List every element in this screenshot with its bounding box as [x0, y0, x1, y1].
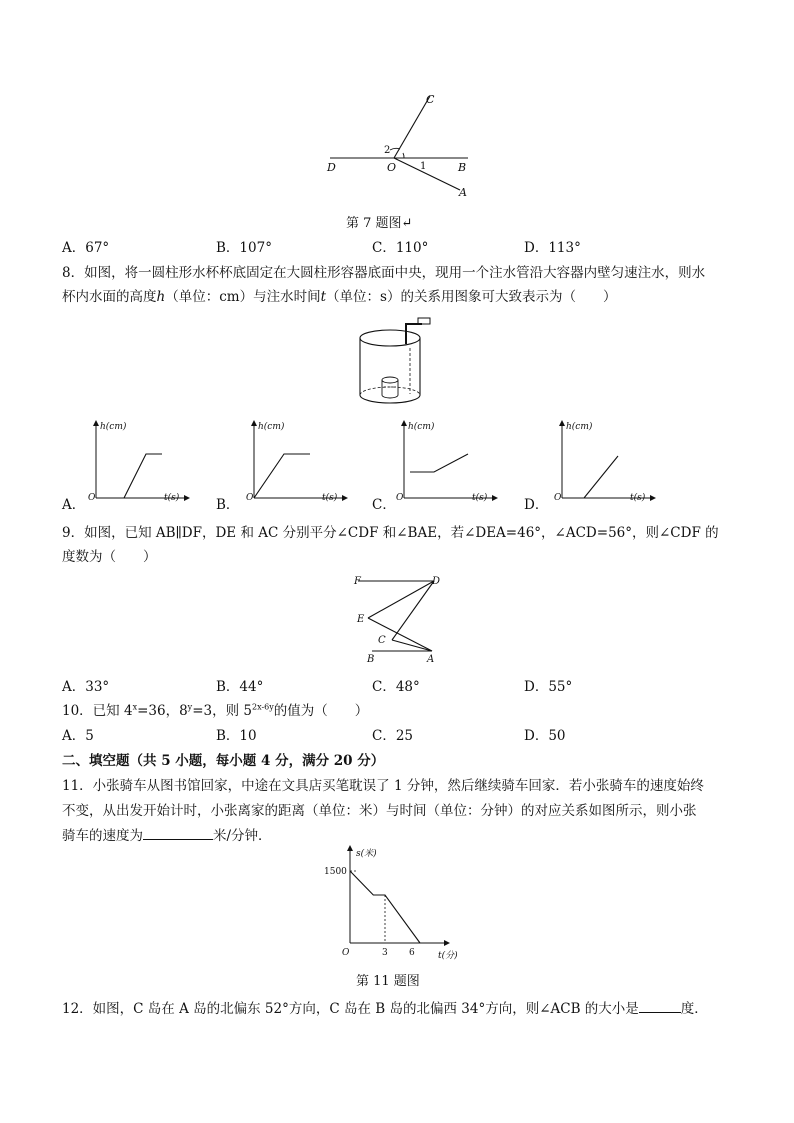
q7-option-d: D．113° — [524, 240, 581, 256]
q9-option-b: B．44° — [216, 679, 264, 695]
q9-label-a: A — [427, 654, 435, 665]
q8-text-2c: （单位：s）的关系用图象可大致表示为（ ） — [326, 289, 617, 305]
q7-angle-2: 2 — [384, 145, 391, 156]
q8-graph-c — [396, 418, 506, 508]
q8-text-2b: （单位：cm）与注水时间 — [165, 289, 321, 305]
q9-label-e: E — [357, 614, 365, 625]
q9-label-c: C — [378, 635, 386, 646]
q8-graph-b-xlabel: t(s) — [322, 493, 338, 503]
q8-container-figure — [350, 310, 440, 410]
q8-option-a: A． — [62, 497, 86, 513]
q9-label-b: B — [367, 654, 375, 665]
q9-option-c: C．48° — [372, 679, 420, 695]
q10-text-d: 的值为（ ） — [273, 703, 369, 719]
q11-text-line1: 11．小张骑车从图书馆回家，中途在文具店买笔耽误了 1 分钟，然后继续骑车回家．若小张骑车的速度始终 — [62, 778, 704, 794]
q10-text-a: 10．已知 4 — [62, 703, 133, 719]
q9-text-line2: 度数为（ ） — [62, 549, 157, 565]
q8-option-d: D． — [524, 497, 549, 513]
q8-var-h: h — [156, 289, 166, 305]
q11-xtick-3: 3 — [382, 948, 388, 958]
q12-text — [62, 997, 708, 1017]
q8-graph-a — [88, 418, 198, 508]
q10-text-b: =36，8 — [137, 703, 188, 719]
q8-text-line2 — [62, 285, 616, 305]
q10-option-c: C．25 — [372, 728, 414, 744]
q10-text — [62, 699, 368, 719]
q8-graph-d — [554, 418, 664, 508]
q11-text-line3 — [62, 824, 272, 844]
q8-var-t: t — [320, 289, 327, 305]
q8-graph-b-origin: O — [246, 493, 254, 503]
q7-figure — [320, 90, 480, 200]
q8-graph-a-xlabel: t(s) — [164, 493, 180, 503]
q7-option-b: B．107° — [216, 240, 272, 256]
q7-label-b: B — [458, 161, 467, 174]
q11-caption: 第 11 题图 — [356, 974, 420, 989]
q10-sup-exp: 2x-6y — [251, 702, 274, 712]
q11-graph — [322, 845, 472, 965]
q11-xtick-6: 6 — [409, 948, 415, 958]
q7-angle-1: 1 — [420, 161, 427, 172]
q8-graph-c-xlabel: t(s) — [472, 493, 488, 503]
q12-text-b: 度． — [680, 1001, 708, 1017]
q9-text-line1: 9．如图，已知 AB∥DF，DE 和 AC 分别平分∠CDF 和∠BAE，若∠DEA=46°，∠ACD=56°，则∠CDF 的 — [62, 525, 719, 541]
q7-label-o: O — [387, 161, 397, 174]
q9-figure — [350, 570, 450, 665]
q8-graph-c-ylabel: h(cm) — [408, 422, 435, 432]
q11-xlabel: t(分) — [438, 951, 458, 961]
q11-text-line2: 不变，从出发开始计时，小张离家的距离（单位：米）与时间（单位：分钟）的对应关系如图所示，则小张 — [62, 803, 697, 819]
q8-graph-d-ylabel: h(cm) — [566, 422, 593, 432]
q12-text-a: 12．如图，C 岛在 A 岛的北偏东 52°方向，C 岛在 B 岛的北偏西 34°方向，则∠ACB 的大小是 — [62, 1001, 639, 1017]
q9-option-a: A．33° — [62, 679, 110, 695]
q8-text-line1: 8．如图，将一圆柱形水杯杯底固定在大圆柱形容器底面中央，现用一个注水管沿大容器内壁匀速注水，则水 — [62, 265, 706, 281]
q8-graph-b — [246, 418, 356, 508]
q10-text-c: =3，则 5 — [192, 703, 252, 719]
q11-origin: O — [342, 948, 350, 958]
q8-graph-b-ylabel: h(cm) — [258, 422, 285, 432]
q8-option-c: C． — [372, 497, 396, 513]
q10-option-b: B．10 — [216, 728, 257, 744]
q7-caption: 第 7 题图↵ — [346, 216, 413, 231]
q11-ytick-1500: 1500 — [324, 867, 347, 877]
q11-text-3b: 米/分钟． — [213, 828, 272, 844]
q7-label-a: A — [459, 186, 467, 199]
q7-label-c: C — [426, 93, 435, 106]
q8-text-2a: 杯内水面的高度 — [62, 289, 157, 305]
q8-graph-d-origin: O — [554, 493, 562, 503]
q11-answer-blank[interactable] — [143, 827, 213, 840]
q8-graph-c-origin: O — [396, 493, 404, 503]
q11-ylabel: s(米) — [356, 849, 377, 859]
q10-option-a: A．5 — [62, 728, 94, 744]
q10-sup-x: x — [132, 702, 138, 712]
q10-sup-y: y — [187, 702, 193, 712]
q9-label-f: F — [354, 576, 361, 587]
q9-option-d: D．55° — [524, 679, 573, 695]
section-2-title: 二、填空题（共 5 小题，每小题 4 分，满分 20 分） — [62, 753, 385, 769]
q11-text-3a: 骑车的速度为 — [62, 828, 143, 844]
q7-option-c: C．110° — [372, 240, 429, 256]
q8-graph-a-origin: O — [88, 493, 96, 503]
q8-option-b: B． — [216, 497, 240, 513]
q12-answer-blank[interactable] — [639, 1000, 681, 1013]
q9-label-d: D — [432, 576, 441, 587]
q7-label-d: D — [327, 161, 336, 174]
q8-graph-d-xlabel: t(s) — [630, 493, 646, 503]
q10-option-d: D．50 — [524, 728, 566, 744]
q7-option-a: A．67° — [62, 240, 110, 256]
q8-graph-a-ylabel: h(cm) — [100, 422, 127, 432]
